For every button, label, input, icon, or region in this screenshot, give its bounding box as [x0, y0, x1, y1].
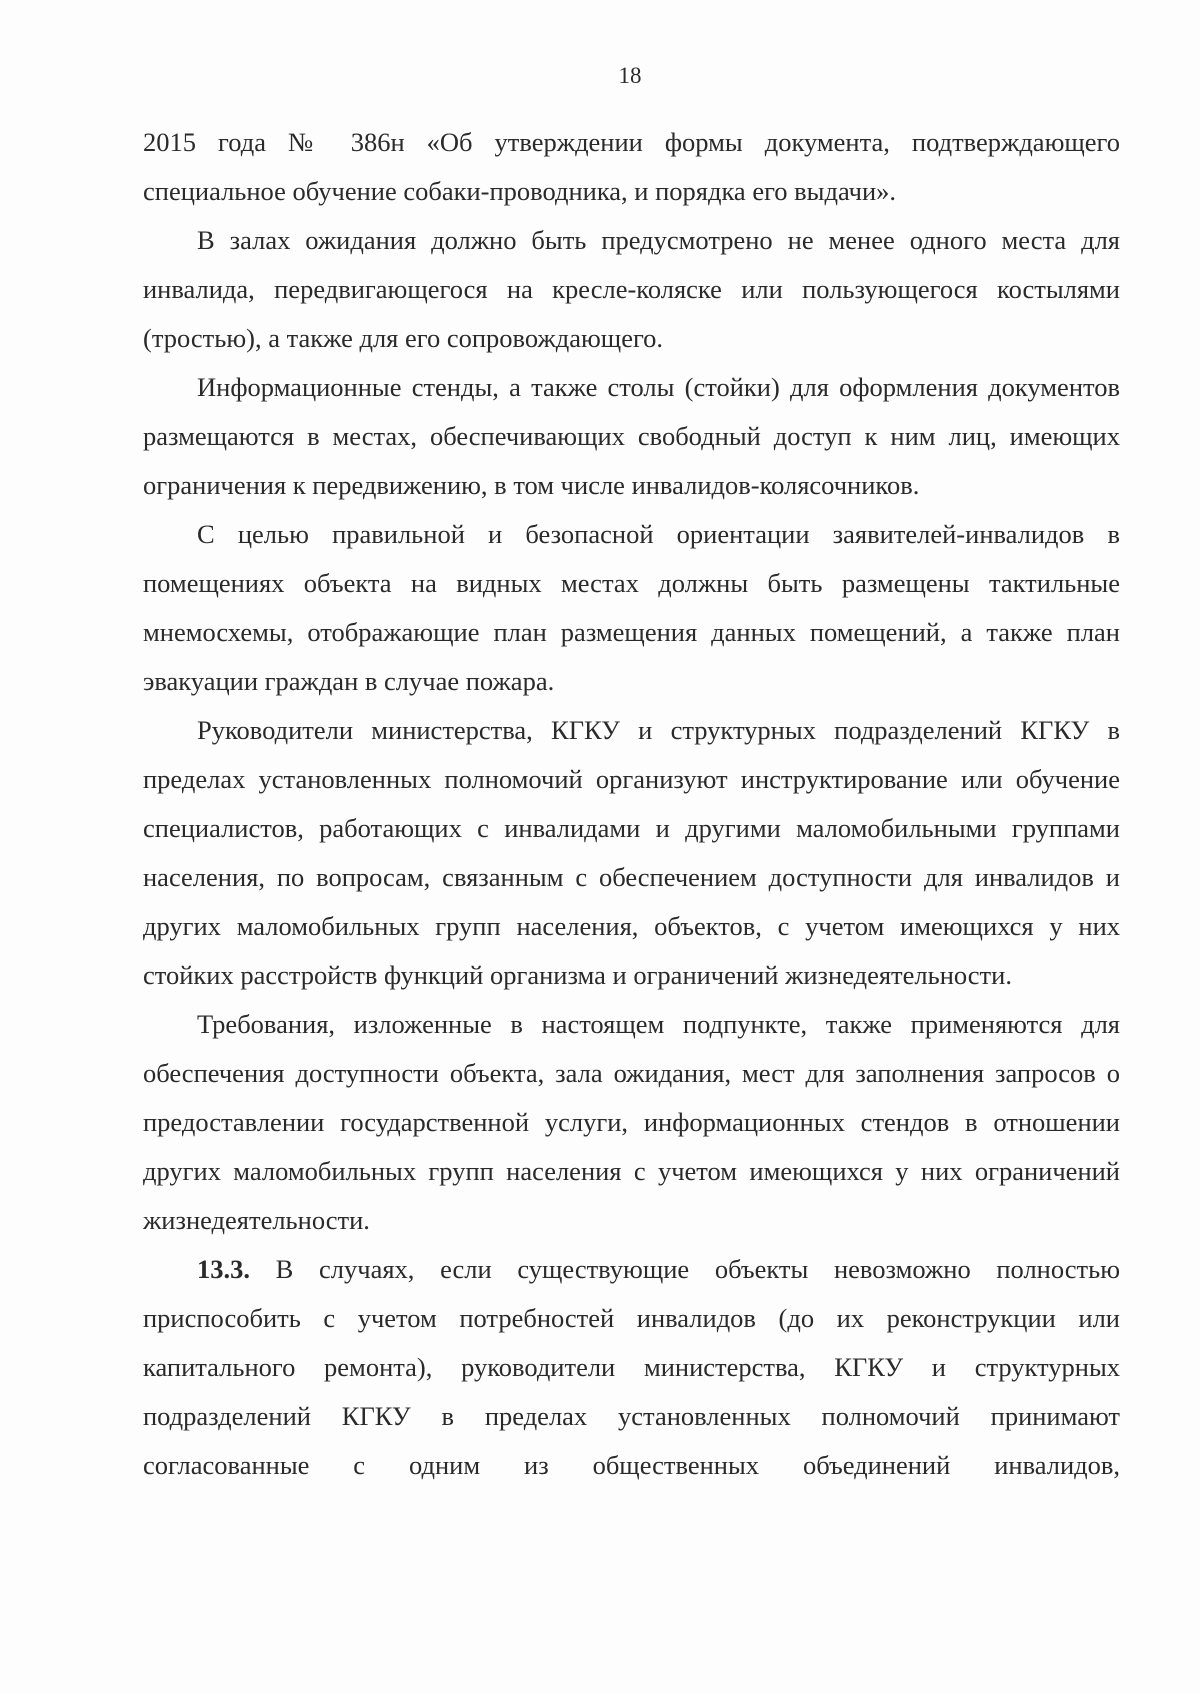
document-body: [143, 118, 1120, 1490]
page-number: 18: [618, 63, 642, 88]
paragraph-information-stands: Информационные стенды, а также столы (стойки) для оформления документов размещаются в местах, обеспечивающих свободный доступ к ним лиц, имеющих ограничения к передвижению, в том числе инвалидов-колясочников.: [143, 372, 1120, 500]
section-text: В случаях, если существующие объекты невозможно полностью приспособить с учетом потребностей инвалидов (до их реконструкции или капитального ремонта), руководители министерства, КГКУ и структурных подразделений КГКУ в пределах установленных полномочий принимают согласованные с одним из общественных объединений инвалидов,: [143, 1254, 1120, 1480]
paragraph-waiting-halls: В залах ожидания должно быть предусмотрено не менее одного места для инвалида, передвигающегося на кресле-коляске или пользующегося костылями (тростью), а также для его сопровождающего.: [143, 225, 1120, 353]
section-number: 13.3.: [197, 1254, 250, 1284]
paragraph-order-reference: 2015 года № 386н «Об утверждении формы документа, подтверждающего специальное обучение собаки-проводника, и порядка его выдачи».: [143, 127, 1120, 206]
paragraph-requirements: Требования, изложенные в настоящем подпункте, также применяются для обеспечения доступности объекта, зала ожидания, мест для заполнения запросов о предоставлении государственной услуги, информационных стендов в отношении других маломобильных групп населения с учетом имеющихся у них ограничений жизнедеятельности.: [143, 1009, 1120, 1235]
paragraph-staff-training: Руководители министерства, КГКУ и структурных подразделений КГКУ в пределах установленных полномочий организуют инструктирование или обучение специалистов, работающих с инвалидами и другими маломобильными группами населения, по вопросам, связанным с обеспечением доступности для инвалидов и других маломобильных групп населения, объектов, с учетом имеющихся у них стойких расстройств функций организма и ограничений жизнедеятельности.: [143, 715, 1120, 990]
paragraph-section-13-3: [143, 1245, 1120, 1490]
paragraph-tactile-schemes: С целью правильной и безопасной ориентации заявителей-инвалидов в помещениях объекта на видных местах должны быть размещены тактильные мнемосхемы, отображающие план размещения данных помещений, а также план эвакуации граждан в случае пожара.: [143, 519, 1120, 696]
